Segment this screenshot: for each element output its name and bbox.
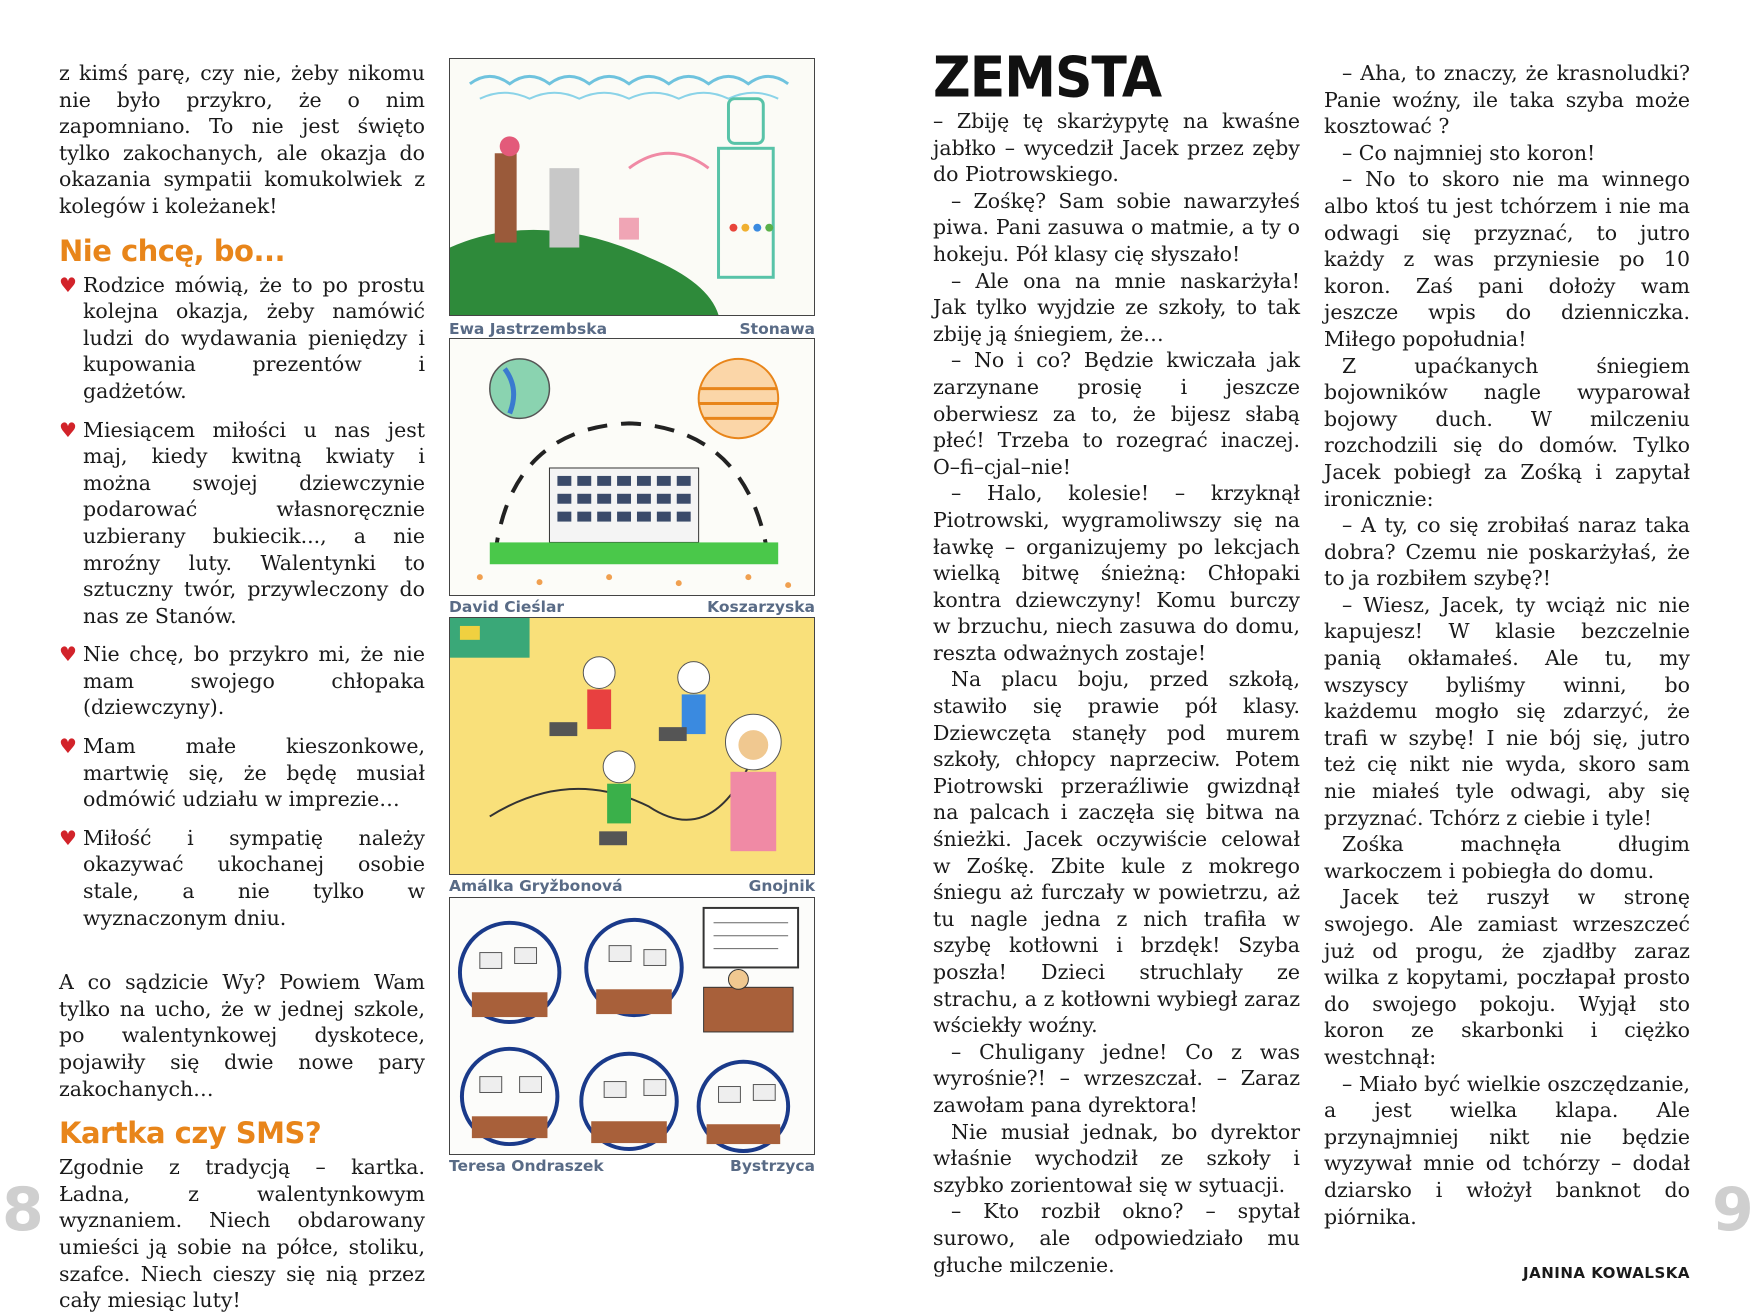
story-paragraph: Nie musiał jednak, bo dyrektor właśnie wychodził ze szkoły i szybko zorientował się w sytuacji. (933, 1119, 1300, 1197)
kartka-paragraph: Zgodnie z tradycją – kartka. Ładna, z walentynkowym wyznaniem. Niech obdarowany umieści ją sobie na półce, stoliku, szafce. Niech cieszy się nią przez cały miesiąc luty! (59, 1155, 425, 1313)
story-paragraph: – Wiesz, Jacek, ty wciąż nic nie kapujesz! W klasie bezczelnie panią okłamałeś. Ale tu, my wszyscy byliśmy winni, bo każdemu mogło się zdarzyć, że trafi w szybę! I nie bój się, jutro też cię nikt nie wyda, skoro sam nie miałeś tyle odwagi, aby się przyznać. Tchórz z ciebie i tyle! (1324, 592, 1690, 830)
story-paragraph: Zośka machnęła długim warkoczem i pobiegła do domu. (1324, 832, 1690, 883)
drawing-3-image (449, 617, 815, 875)
story-paragraph: – Zośkę? Sam sobie nawarzyłeś piwa. Pani zasuwa o matmie, a ty o hokeju. Pół klasy cię słyszało! (933, 188, 1300, 266)
page-number-left: 8 (2, 1175, 44, 1245)
story-paragraph: – Halo, kolesie! – krzyknął Piotrowski, wygramoliwszy się na ławkę – organizujemy po lekcjach wielką bitwę śnieżną: Chłopaki kontra dziewczyny! Komu burczy w brzuchu, niech zasuwa do domu, reszta odważnych zostaje! (933, 481, 1300, 665)
intro-paragraph: z kimś parę, czy nie, żeby nikomu nie było przykro, że o nim zapomniano. To nie jest święto tylko zakochanych, ale okazja do okazania sympatii komukolwiek z kolegów i koleżanek! (59, 61, 425, 218)
heading-kartka-czy-sms: Kartka czy SMS? (59, 1116, 322, 1151)
drawing-4-image (449, 897, 815, 1155)
story-paragraph: – Ale ona na mnie naskarżyła! Jak tylko wyjdzie ze szkoły, to tak zbiję ją śniegiem, że… (933, 268, 1300, 346)
artist-name: Ewa Jastrzembska (449, 320, 608, 338)
heart-icon: ♥ (59, 734, 77, 759)
drawing-3-caption (449, 877, 815, 895)
story-paragraph: – Chuligany jedne! Co z was wyrośnie?! – wrzeszczał. – Zaraz zawołam pana dyrektora! (933, 1039, 1300, 1117)
story-column-1 (933, 45, 1300, 1278)
list-item: ♥ Miesiącem miłości u nas jest maj, kiedy kwitną kwiaty i można swojej dziewczynie podarować własnoręcznie uzbierany bukiecik..., a nie mroźny luty. Walentynki to sztuczny twór, przywleczony do nas ze Stanów. (59, 417, 425, 628)
list-item: ♥ Nie chcę, bo przykro mi, że nie mam swojego chłopaka (dziewczyny). (59, 642, 425, 720)
artist-name: Teresa Ondraszek (449, 1157, 604, 1175)
heart-icon: ♥ (59, 417, 77, 442)
story-paragraph: – No i co? Będzie kwiczała jak zarzynane prosię i jeszcze oberwiesz za to, że bijesz słabą płeć! Trzeba to rozegrać inaczej. O–fi–cjal–nie! (933, 348, 1300, 479)
drawing-4-caption (449, 1157, 815, 1175)
list-item: ♥ Miłość i sympatię należy okazywać ukochanej osobie stale, a nie tylko w wyznaczonym dniu. (59, 825, 425, 930)
artist-place: Stonawa (739, 320, 815, 338)
heart-icon: ♥ (59, 642, 77, 667)
artist-place: Gnojnik (748, 877, 815, 895)
drawing-2-image (449, 338, 815, 596)
drawing-1-image (449, 58, 815, 316)
story-paragraph: – Kto rozbił okno? – spytał surowo, ale odpowiedziało mu głuche milczenie. (933, 1199, 1300, 1277)
heading-nie-chce: Nie chcę, bo... (59, 233, 286, 268)
story-title: ZEMSTA (933, 45, 1162, 111)
closing-paragraph: A co sądzicie Wy? Powiem Wam tylko na ucho, że w jednej szkole, po walentynkowej dyskotece, pojawiły się dwie nowe pary zakochanych… (59, 970, 425, 1101)
story-paragraph: – A ty, co się zrobiłaś naraz taka dobra? Czemu nie poskarżyłaś, że to ja rozbiłem szybę?! (1324, 513, 1690, 591)
story-author: JANINA KOWALSKA (1523, 1264, 1690, 1283)
drawing-1-caption (449, 320, 815, 338)
story-paragraph: – Co najmniej sto koron! (1342, 140, 1596, 165)
list-item: ♥ Mam małe kieszonkowe, martwię się, że będę musiał odmówić udziału w imprezie… (59, 734, 425, 812)
reasons-list (59, 272, 425, 932)
artist-place: Koszarzyska (707, 598, 815, 616)
story-paragraph: – No to skoro nie ma winnego albo ktoś tu jest tchórzem i nie ma odwagi się przyznać, to jutro każdy z was przyniesie po 10 koron. Zaś pani dołoży wam jeszcze wpis do dzienniczka. Miłego popołudnia! (1324, 167, 1690, 351)
story-paragraph: Z upaćkanych śniegiem bojowników nagle wyparował bojowy duch. W milczeniu rozchodzili się do domów. Tylko Jacek pobiegł za Zośką i zapytał ironicznie: (1324, 353, 1690, 511)
story-paragraph: – Miało być wielkie oszczędzanie, a jest wielka klapa. Ale przynajmniej nikt nie będzie wyzywał mnie od tchórzy – dodał dziarsko i włożył banknot do piórnika. (1324, 1071, 1690, 1229)
story-paragraph: – Zbiję tę skarżypytę na kwaśne jabłko – wycedził Jacek przez zęby do Piotrowskiego. (933, 109, 1300, 187)
artist-place: Bystrzyca (730, 1157, 815, 1175)
story-paragraph: Na placu boju, przed szkołą, stawiło się prawie pół klasy. Dziewczęta stanęły pod murem szkoły, chłopcy naprzeciw. Potem Piotrowski przeraźliwie gwizdnął na palcach i zaczęła się bitwa na śnieżki. Jacek oczywiście celował w Zośkę. Zbite kule z mokrego śniegu aż furczały w powietrzu, aż tu nagle jedna z nich trafiła w szybę kotłowni i brzdęk! Szyba poszła! Dzieci struchlały ze strachu, a z kotłowni wybiegł zaraz wściekły woźny. (933, 667, 1300, 1038)
drawing-2-caption (449, 598, 815, 616)
artist-name: Amálka Gryžbonová (449, 877, 623, 895)
heart-icon: ♥ (59, 272, 77, 297)
story-paragraph: – Aha, to znaczy, że krasnoludki? Panie woźny, ile taka szyba może kosztować ? (1324, 61, 1690, 139)
heart-icon: ♥ (59, 825, 77, 850)
story-paragraph: Jacek też ruszył w stronę swojego. Ale zamiast wrzeszczeć już od progu, że zjadłby zaraz wilka z kopytami, poczłapał prosto do swojego pokoju. Wyjął sto koron ze skarbonki i ciężko westchnął: (1324, 885, 1690, 1069)
artist-name: David Cieślar (449, 598, 565, 616)
left-column (59, 60, 425, 1314)
story-column-2 (1324, 60, 1690, 1287)
list-item: ♥ Rodzice mówią, że to po prostu kolejna okazja, żeby namówić ludzi do wydawania pieniędzy i kupowania prezentów i gadżetów. (59, 272, 425, 403)
page-number-right: 9 (1712, 1175, 1754, 1245)
